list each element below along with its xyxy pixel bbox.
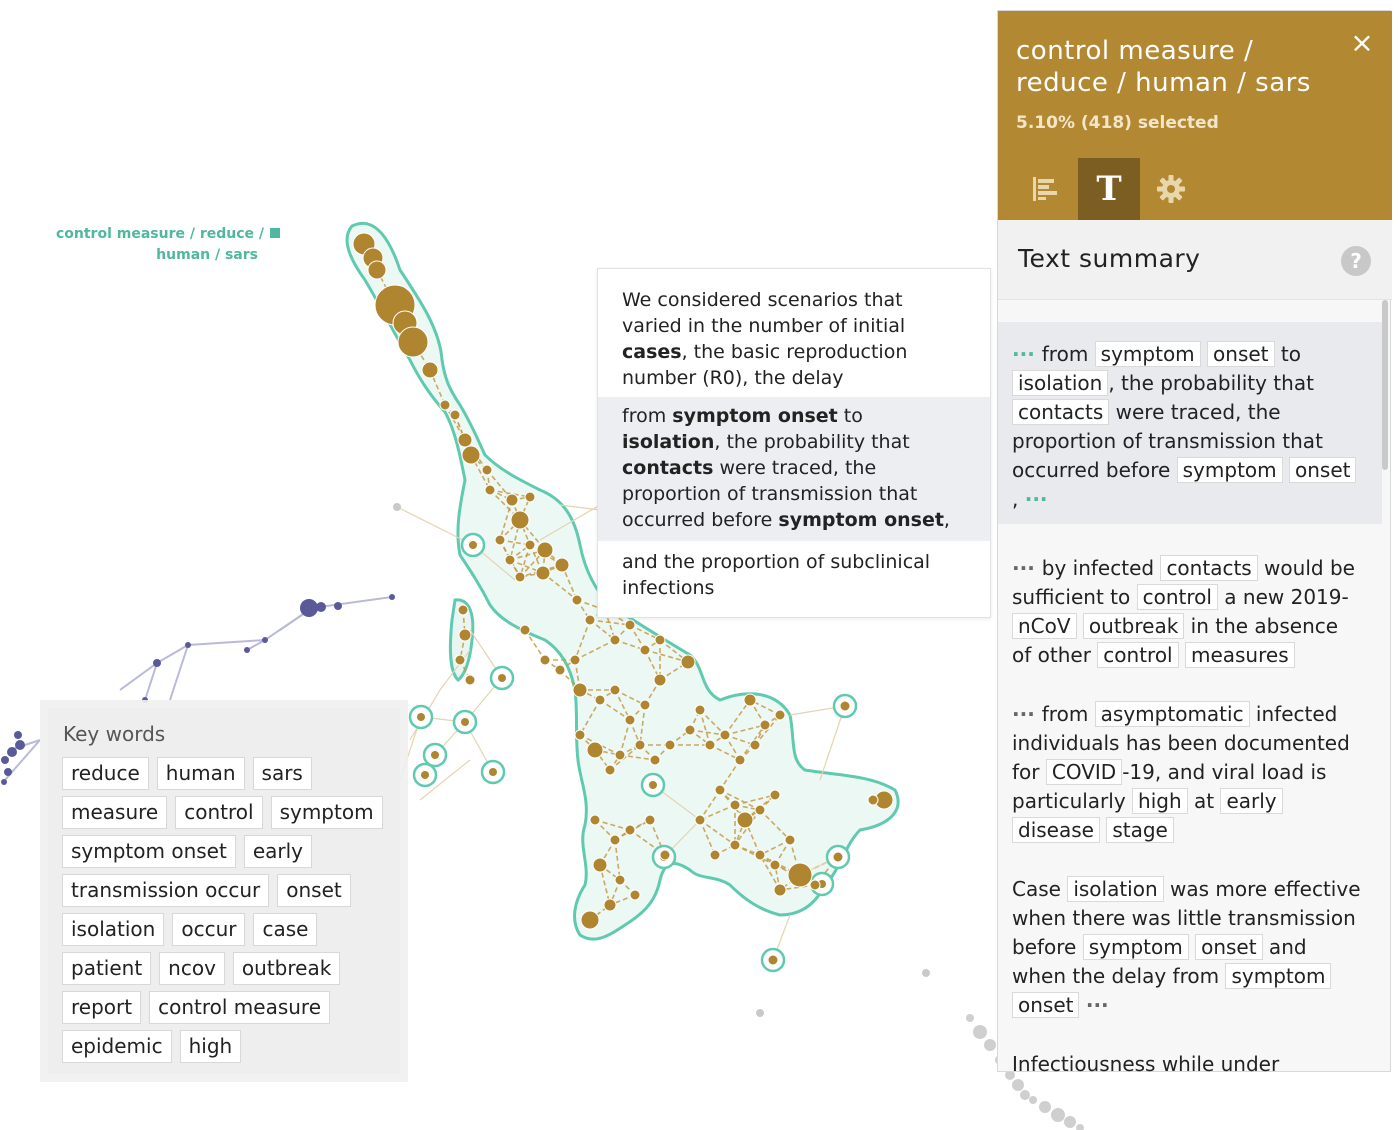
graph-node bbox=[660, 850, 670, 860]
graph-node bbox=[398, 327, 428, 357]
summary-keyword-token: symptom bbox=[1095, 341, 1201, 367]
summary-keyword-token: onset bbox=[1207, 341, 1274, 367]
keyword-chip[interactable]: high bbox=[180, 1030, 242, 1063]
tooltip-text: from bbox=[622, 405, 673, 427]
keyword-chip[interactable]: onset bbox=[277, 874, 350, 907]
graph-node bbox=[650, 755, 660, 765]
summary-keyword-token: asymptomatic bbox=[1095, 701, 1250, 727]
graph-node bbox=[868, 795, 878, 805]
summary-text: would be sufficient to bbox=[1012, 556, 1355, 609]
graph-node bbox=[788, 863, 812, 887]
graph-node bbox=[417, 713, 425, 721]
graph-node bbox=[840, 701, 850, 711]
graph-node bbox=[625, 825, 635, 835]
graph-node bbox=[458, 605, 468, 615]
tooltip-keyword: symptom onset bbox=[672, 405, 838, 427]
graph-node bbox=[316, 602, 326, 612]
summary-text: by infected bbox=[1041, 556, 1161, 580]
graph-node bbox=[300, 599, 318, 617]
summary-keyword-token: high bbox=[1132, 788, 1188, 814]
graph-node bbox=[1039, 1101, 1051, 1113]
summary-text: infected individuals has been documented for bbox=[1012, 702, 1350, 784]
tooltip-text: , bbox=[943, 509, 950, 531]
keyword-chip[interactable]: reduce bbox=[62, 757, 149, 790]
ellipsis-icon: ··· bbox=[1012, 556, 1042, 580]
keyword-chip[interactable]: occur bbox=[172, 913, 245, 946]
summary-keyword-token: symptom bbox=[1177, 457, 1283, 483]
summary-keyword-token: onset bbox=[1195, 934, 1262, 960]
tab-text-summary[interactable] bbox=[1078, 158, 1140, 220]
graph-node bbox=[610, 835, 620, 845]
graph-node bbox=[244, 647, 250, 653]
graph-node bbox=[469, 541, 477, 549]
summary-text: a new 2019- bbox=[1217, 585, 1349, 609]
graph-node bbox=[737, 812, 753, 828]
summary-keyword-token: disease bbox=[1012, 817, 1100, 843]
graph-node bbox=[393, 503, 401, 511]
graph-node bbox=[604, 899, 616, 911]
graph-node bbox=[573, 683, 587, 697]
graph-node bbox=[421, 771, 429, 779]
side-panel-title: control measure / reduce / human / sars bbox=[1016, 36, 1311, 98]
graph-node bbox=[640, 645, 650, 655]
tooltip-keyword: cases bbox=[622, 341, 682, 363]
graph-node bbox=[750, 740, 760, 750]
summary-keyword-token: outbreak bbox=[1083, 613, 1184, 639]
keyword-chip[interactable]: sars bbox=[253, 757, 312, 790]
summary-text: , bbox=[1012, 487, 1025, 511]
graph-node bbox=[735, 755, 745, 765]
graph-node bbox=[482, 465, 492, 475]
keyword-chip[interactable]: transmission occur bbox=[62, 874, 269, 907]
keywords-title: Key words bbox=[63, 722, 166, 746]
graph-node bbox=[555, 558, 569, 572]
summary-text: from bbox=[1041, 342, 1095, 366]
graph-node bbox=[710, 850, 720, 860]
graph-edge bbox=[188, 640, 265, 645]
keyword-chip[interactable]: isolation bbox=[62, 913, 164, 946]
graph-node bbox=[334, 602, 342, 610]
graph-node bbox=[770, 790, 780, 800]
ellipsis-icon: ··· bbox=[1012, 342, 1042, 366]
tooltip-keyword: symptom onset bbox=[778, 509, 944, 531]
tooltip-highlighted-sentence bbox=[598, 397, 990, 541]
graph-node bbox=[615, 750, 625, 760]
graph-node bbox=[655, 635, 665, 645]
graph-node bbox=[654, 674, 666, 686]
summary-text: at bbox=[1187, 789, 1221, 813]
graph-node bbox=[630, 890, 640, 900]
graph-node bbox=[455, 655, 465, 665]
list-icon bbox=[1031, 175, 1059, 203]
graph-node bbox=[431, 751, 439, 759]
cluster-label-line2: human / sars bbox=[156, 247, 258, 263]
summary-list[interactable] bbox=[998, 322, 1382, 1076]
keyword-chip[interactable]: outbreak bbox=[233, 952, 340, 985]
summary-keyword-token: control bbox=[1137, 584, 1218, 610]
summary-title: Text summary bbox=[1018, 244, 1201, 273]
graph-node bbox=[705, 740, 715, 750]
graph-node bbox=[610, 635, 620, 645]
graph-node bbox=[570, 655, 580, 665]
graph-node bbox=[833, 852, 843, 862]
text-icon: T bbox=[1096, 169, 1122, 209]
graph-node bbox=[756, 1009, 764, 1017]
graph-node bbox=[4, 768, 12, 776]
graph-node bbox=[625, 620, 635, 630]
summary-text: -19, and viral load is particularly bbox=[1012, 760, 1327, 813]
graph-node bbox=[1076, 1124, 1084, 1130]
keyword-chip-list bbox=[62, 757, 392, 1069]
graph-node bbox=[520, 625, 530, 635]
summary-keyword-token: symptom bbox=[1083, 934, 1189, 960]
graph-node bbox=[785, 835, 795, 845]
selection-count: 5.10% (418) selected bbox=[1016, 113, 1219, 133]
keyword-chip[interactable]: symptom onset bbox=[62, 835, 236, 868]
summary-keyword-token: onset bbox=[1289, 457, 1356, 483]
keyword-chip[interactable]: patient bbox=[62, 952, 151, 985]
tooltip-context-after bbox=[598, 541, 990, 617]
graph-node bbox=[695, 705, 705, 715]
summary-keyword-token: isolation bbox=[1012, 370, 1108, 396]
summary-keyword-token: symptom bbox=[1225, 963, 1331, 989]
graph-node bbox=[459, 629, 471, 641]
graph-node bbox=[485, 485, 495, 495]
gear-icon bbox=[1156, 174, 1186, 204]
graph-node bbox=[610, 685, 620, 695]
graph-node bbox=[625, 715, 635, 725]
graph-node bbox=[1020, 1090, 1030, 1100]
summary-text: were traced, the proportion of transmission that occurred before bbox=[1012, 400, 1323, 482]
graph-node bbox=[15, 740, 25, 750]
graph-node bbox=[770, 860, 780, 870]
tab-list[interactable] bbox=[1014, 158, 1076, 220]
graph-node bbox=[635, 740, 645, 750]
graph-node bbox=[142, 697, 148, 703]
keyword-row bbox=[62, 913, 392, 946]
keyword-chip[interactable]: control measure bbox=[149, 991, 330, 1024]
graph-node bbox=[760, 720, 770, 730]
summary-text: from bbox=[1041, 702, 1095, 726]
keyword-chip[interactable]: report bbox=[62, 991, 141, 1024]
graph-node bbox=[422, 362, 438, 378]
tooltip-context-before bbox=[598, 269, 990, 397]
graph-node bbox=[368, 261, 386, 279]
graph-node bbox=[595, 695, 605, 705]
graph-node bbox=[1012, 1079, 1024, 1091]
graph-node bbox=[605, 765, 615, 775]
graph-node bbox=[461, 718, 469, 726]
summary-keyword-token: stage bbox=[1106, 817, 1174, 843]
keyword-row bbox=[62, 952, 392, 985]
keyword-row bbox=[62, 757, 392, 790]
summary-item[interactable] bbox=[998, 322, 1382, 524]
graph-node bbox=[505, 555, 515, 565]
graph-node bbox=[966, 1014, 974, 1022]
ellipsis-icon: ··· bbox=[1024, 487, 1048, 511]
graph-node bbox=[922, 969, 930, 977]
summary-keyword-token: control bbox=[1097, 642, 1178, 668]
graph-node bbox=[572, 595, 582, 605]
graph-node bbox=[810, 880, 820, 890]
tooltip-keyword: isolation bbox=[622, 431, 715, 453]
graph-node bbox=[389, 594, 395, 600]
close-button[interactable]: × bbox=[1350, 26, 1374, 59]
ellipsis-icon: ··· bbox=[1085, 993, 1109, 1017]
graph-node bbox=[755, 805, 765, 815]
graph-node bbox=[511, 511, 529, 529]
keyword-chip[interactable]: case bbox=[253, 913, 317, 946]
graph-node bbox=[540, 655, 550, 665]
graph-node bbox=[489, 768, 497, 776]
cluster-label[interactable] bbox=[40, 224, 280, 266]
graph-node bbox=[525, 540, 535, 550]
tab-settings[interactable] bbox=[1140, 158, 1202, 220]
tooltip-keyword: contacts bbox=[622, 457, 714, 479]
graph-node bbox=[450, 410, 460, 420]
graph-node bbox=[7, 747, 17, 757]
tooltip-text: , the basic reproduction number (R0), the delay bbox=[622, 341, 908, 389]
summary-item[interactable] bbox=[998, 1050, 1382, 1079]
keyword-chip[interactable]: measure bbox=[62, 796, 167, 829]
graph-node bbox=[440, 400, 450, 410]
graph-edge bbox=[120, 663, 157, 690]
summary-header bbox=[998, 220, 1392, 300]
tooltip-text: were traced, the proportion of transmission that occurred before bbox=[622, 457, 918, 531]
keyword-chip[interactable]: control bbox=[175, 796, 262, 829]
graph-node bbox=[585, 615, 595, 625]
graph-node bbox=[775, 710, 785, 720]
graph-node bbox=[640, 700, 650, 710]
keywords-panel bbox=[48, 708, 400, 1074]
graph-node bbox=[590, 815, 600, 825]
summary-keyword-token: nCoV bbox=[1012, 613, 1077, 639]
keyword-chip[interactable]: early bbox=[244, 835, 312, 868]
graph-node bbox=[515, 572, 525, 582]
graph-node bbox=[587, 742, 603, 758]
graph-node bbox=[774, 884, 786, 896]
graph-node bbox=[498, 674, 506, 682]
keyword-chip[interactable]: ncov bbox=[159, 952, 225, 985]
graph-node bbox=[685, 725, 695, 735]
side-panel-header bbox=[998, 11, 1392, 220]
graph-node bbox=[1, 756, 9, 764]
graph-node bbox=[153, 659, 161, 667]
summary-text: to bbox=[1274, 342, 1301, 366]
summary-text: in the absence of other bbox=[1012, 614, 1339, 667]
graph-node bbox=[755, 850, 765, 860]
tooltip-text: We considered scenarios that varied in the number of initial bbox=[622, 289, 906, 337]
keyword-row bbox=[62, 1030, 392, 1063]
graph-node bbox=[525, 492, 535, 502]
keyword-row bbox=[62, 991, 392, 1024]
summary-keyword-token: COVID bbox=[1046, 759, 1122, 785]
graph-node bbox=[715, 785, 725, 795]
keyword-chip[interactable]: symptom bbox=[271, 796, 383, 829]
summary-item[interactable] bbox=[998, 700, 1382, 845]
summary-keyword-token: early bbox=[1220, 788, 1282, 814]
tooltip-text: , the probability that bbox=[714, 431, 910, 453]
graph-node bbox=[768, 955, 778, 965]
cluster-label-line1: control measure / reduce / bbox=[55, 226, 264, 242]
graph-node bbox=[645, 815, 655, 825]
summary-text: Case bbox=[1012, 877, 1068, 901]
graph-node bbox=[1, 779, 7, 785]
summary-text: and when the delay from bbox=[1012, 935, 1307, 988]
cluster-color-swatch bbox=[270, 228, 280, 238]
graph-node bbox=[649, 781, 657, 789]
graph-node bbox=[744, 694, 756, 706]
graph-node bbox=[665, 740, 675, 750]
summary-keyword-token: isolation bbox=[1067, 876, 1163, 902]
summary-scrollbar[interactable] bbox=[1382, 300, 1388, 470]
summary-keyword-token: measures bbox=[1185, 642, 1295, 668]
summary-keyword-token: onset bbox=[1012, 992, 1079, 1018]
graph-node bbox=[695, 815, 705, 825]
graph-node bbox=[262, 637, 268, 643]
ellipsis-icon: ··· bbox=[1012, 702, 1042, 726]
keyword-row bbox=[62, 796, 392, 829]
graph-node bbox=[458, 433, 472, 447]
graph-node bbox=[973, 1025, 987, 1039]
tooltip-text: to bbox=[837, 405, 863, 427]
graph-node bbox=[681, 655, 695, 669]
graph-node bbox=[506, 494, 518, 506]
keyword-row bbox=[62, 835, 392, 868]
graph-node bbox=[1051, 1108, 1065, 1122]
graph-node bbox=[14, 731, 22, 739]
summary-text: was more effective when there was little transmission before bbox=[1012, 877, 1361, 959]
graph-node bbox=[462, 446, 480, 464]
graph-node bbox=[465, 675, 475, 685]
keyword-chip[interactable]: epidemic bbox=[62, 1030, 172, 1063]
help-icon[interactable]: ? bbox=[1341, 246, 1371, 276]
graph-node bbox=[495, 535, 505, 545]
graph-node bbox=[615, 875, 625, 885]
graph-node bbox=[185, 642, 191, 648]
graph-node bbox=[720, 730, 730, 740]
summary-item[interactable] bbox=[998, 554, 1382, 670]
graph-node bbox=[575, 730, 585, 740]
keyword-chip[interactable]: human bbox=[157, 757, 245, 790]
tooltip-text: and the proportion of subclinical infections bbox=[622, 551, 931, 599]
graph-node bbox=[536, 566, 550, 580]
keyword-row bbox=[62, 874, 392, 907]
summary-text: , the probability that bbox=[1108, 371, 1314, 395]
graph-node bbox=[555, 665, 565, 675]
graph-node bbox=[1029, 1096, 1037, 1104]
summary-keyword-token: contacts bbox=[1012, 399, 1109, 425]
graph-node bbox=[1064, 1116, 1076, 1128]
graph-node bbox=[984, 1039, 996, 1051]
graph-node bbox=[581, 911, 599, 929]
graph-node bbox=[730, 800, 740, 810]
summary-text: Infectiousness while under bbox=[1012, 1052, 1280, 1076]
summary-item[interactable] bbox=[998, 875, 1382, 1020]
sentence-tooltip bbox=[597, 268, 991, 618]
graph-node bbox=[730, 840, 740, 850]
detail-side-panel bbox=[997, 10, 1391, 1076]
graph-node bbox=[537, 542, 553, 558]
graph-node bbox=[593, 858, 607, 872]
summary-keyword-token: contacts bbox=[1160, 555, 1257, 581]
